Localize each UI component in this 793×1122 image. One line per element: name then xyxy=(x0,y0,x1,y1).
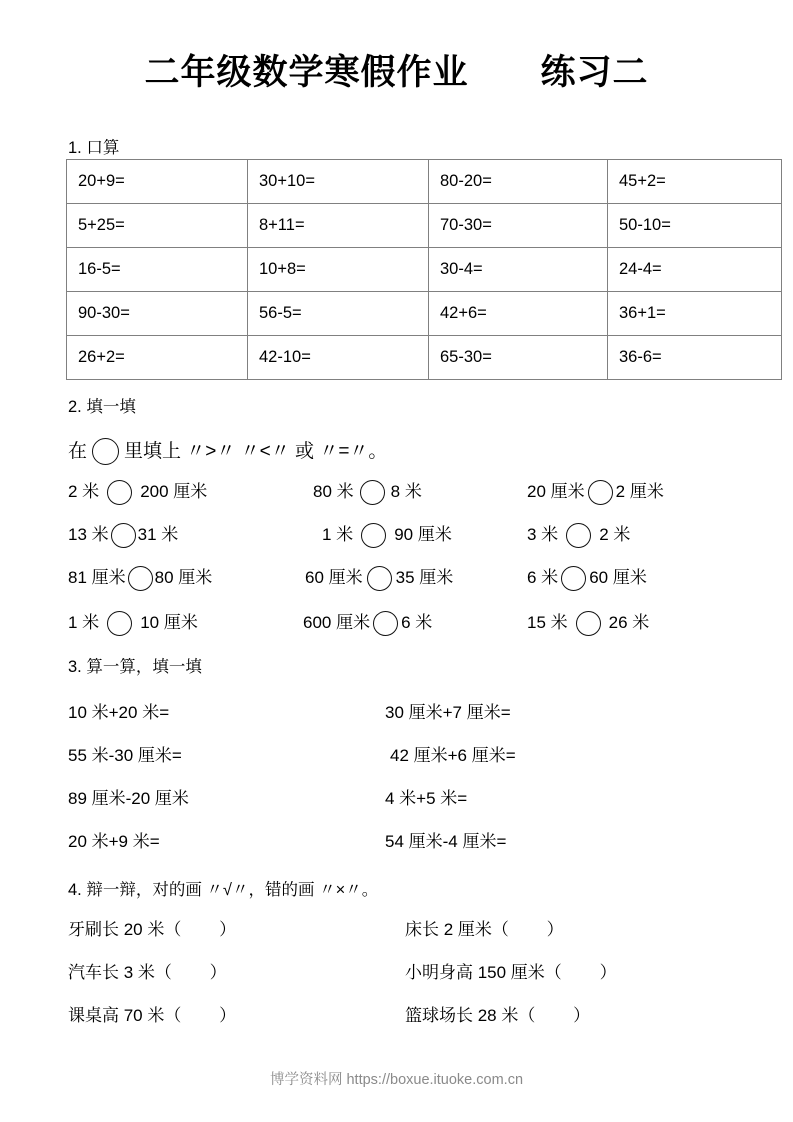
true-false-right: 小明身高 150 厘米（ ） xyxy=(405,963,617,982)
circle-blank-icon xyxy=(92,438,119,465)
true-false-row xyxy=(0,959,793,987)
page-title: 二年级数学寒假作业 练习二 xyxy=(144,53,649,92)
compare-item xyxy=(322,520,452,550)
circle-blank-icon xyxy=(588,480,613,505)
table-cell: 42+6= xyxy=(429,292,608,336)
calc-fill-left: 20 米+9 米= xyxy=(68,832,160,851)
true-false-row xyxy=(0,916,793,944)
table-row xyxy=(67,248,782,292)
compare-left: 1 米 xyxy=(322,525,354,544)
compare-left: 80 米 xyxy=(313,482,354,501)
compare-row xyxy=(0,608,793,638)
calc-fill-right: 4 米+5 米= xyxy=(385,789,468,808)
compare-item xyxy=(305,563,453,593)
compare-item xyxy=(68,520,178,550)
compare-item xyxy=(527,563,647,593)
compare-item xyxy=(313,477,422,507)
calc-fill-left: 10 米+20 米= xyxy=(68,703,170,722)
compare-item xyxy=(527,477,664,507)
table-row xyxy=(67,204,782,248)
compare-item xyxy=(68,563,212,593)
true-false-row xyxy=(0,1002,793,1030)
section-1-heading: 1. 口算 xyxy=(68,139,120,157)
true-false-left: 汽车长 3 米（ ） xyxy=(68,963,227,982)
compare-right: 90 厘米 xyxy=(394,525,452,544)
compare-left: 15 米 xyxy=(527,613,568,632)
compare-left: 60 厘米 xyxy=(305,568,363,587)
table-cell: 42-10= xyxy=(248,336,429,380)
circle-blank-icon xyxy=(107,480,132,505)
calc-fill-left: 89 厘米-20 厘米 xyxy=(68,789,189,808)
compare-left: 600 厘米 xyxy=(303,613,371,632)
compare-item xyxy=(527,608,649,638)
compare-row xyxy=(0,563,793,593)
instruction-text-before: 在 xyxy=(68,441,88,462)
table-cell: 45+2= xyxy=(608,160,782,204)
footer-watermark: 博学资料网 https://boxue.ituoke.com.cn xyxy=(269,1072,524,1088)
compare-right: 8 米 xyxy=(390,482,422,501)
table-cell: 20+9= xyxy=(67,160,248,204)
true-false-left: 课桌高 70 米（ ） xyxy=(68,1006,237,1025)
compare-row xyxy=(0,477,793,507)
calc-fill-row xyxy=(0,828,793,856)
calc-fill-right: 42 厘米+6 厘米= xyxy=(390,746,516,765)
section-2-instruction xyxy=(68,438,387,465)
compare-left: 13 米 xyxy=(68,525,109,544)
table-cell: 5+25= xyxy=(67,204,248,248)
table-cell: 90-30= xyxy=(67,292,248,336)
table-cell: 70-30= xyxy=(429,204,608,248)
circle-blank-icon xyxy=(361,523,386,548)
compare-left: 3 米 xyxy=(527,525,559,544)
table-cell: 50-10= xyxy=(608,204,782,248)
table-cell: 16-5= xyxy=(67,248,248,292)
table-row xyxy=(67,160,782,204)
table-cell: 10+8= xyxy=(248,248,429,292)
compare-left: 81 厘米 xyxy=(68,568,126,587)
table-cell: 36+1= xyxy=(608,292,782,336)
circle-blank-icon xyxy=(128,566,153,591)
compare-right: 26 米 xyxy=(608,613,650,632)
compare-right: 35 厘米 xyxy=(395,568,454,587)
calc-fill-row xyxy=(0,742,793,770)
calc-fill-left: 55 米-30 厘米= xyxy=(68,746,182,765)
circle-blank-icon xyxy=(373,611,398,636)
oral-calculation-table xyxy=(66,159,782,380)
calc-fill-right: 54 厘米-4 厘米= xyxy=(385,832,507,851)
circle-blank-icon xyxy=(367,566,392,591)
true-false-left: 牙刷长 20 米（ ） xyxy=(68,920,237,939)
section-4-heading: 4. 辩一辩，对的画 〃√〃，错的画 〃×〃。 xyxy=(68,881,379,899)
table-row xyxy=(67,292,782,336)
compare-right: 80 厘米 xyxy=(154,568,213,587)
section-2-heading: 2. 填一填 xyxy=(68,398,136,416)
compare-row xyxy=(0,520,793,550)
table-cell: 30+10= xyxy=(248,160,429,204)
compare-item xyxy=(527,520,630,550)
circle-blank-icon xyxy=(107,611,132,636)
compare-right: 200 厘米 xyxy=(140,482,208,501)
compare-left: 20 厘米 xyxy=(527,482,585,501)
table-cell: 30-4= xyxy=(429,248,608,292)
compare-item xyxy=(68,477,207,507)
section-3-heading: 3. 算一算，填一填 xyxy=(68,658,202,676)
table-cell: 80-20= xyxy=(429,160,608,204)
compare-right: 2 厘米 xyxy=(615,482,664,501)
table-cell: 24-4= xyxy=(608,248,782,292)
circle-blank-icon xyxy=(561,566,586,591)
compare-right: 60 厘米 xyxy=(589,568,647,587)
circle-blank-icon xyxy=(576,611,601,636)
compare-right: 2 米 xyxy=(599,525,631,544)
compare-item xyxy=(303,608,432,638)
true-false-right: 床长 2 厘米（ ） xyxy=(405,920,564,939)
compare-item xyxy=(68,608,198,638)
table-cell: 26+2= xyxy=(67,336,248,380)
compare-left: 1 米 xyxy=(68,613,100,632)
compare-right: 31 米 xyxy=(137,525,179,544)
instruction-text-after: 里填上 〃>〃 〃<〃 或 〃=〃。 xyxy=(124,441,388,462)
table-cell: 56-5= xyxy=(248,292,429,336)
compare-left: 6 米 xyxy=(527,568,559,587)
true-false-right: 篮球场长 28 米（ ） xyxy=(405,1006,591,1025)
circle-blank-icon xyxy=(111,523,136,548)
table-cell: 36-6= xyxy=(608,336,782,380)
calc-fill-row xyxy=(0,785,793,813)
table-cell: 8+11= xyxy=(248,204,429,248)
calc-fill-right: 30 厘米+7 厘米= xyxy=(385,703,511,722)
compare-right: 6 米 xyxy=(401,613,433,632)
table-row xyxy=(67,336,782,380)
compare-left: 2 米 xyxy=(68,482,100,501)
compare-right: 10 厘米 xyxy=(140,613,198,632)
circle-blank-icon xyxy=(566,523,591,548)
circle-blank-icon xyxy=(360,480,385,505)
table-cell: 65-30= xyxy=(429,336,608,380)
calc-fill-row xyxy=(0,699,793,727)
